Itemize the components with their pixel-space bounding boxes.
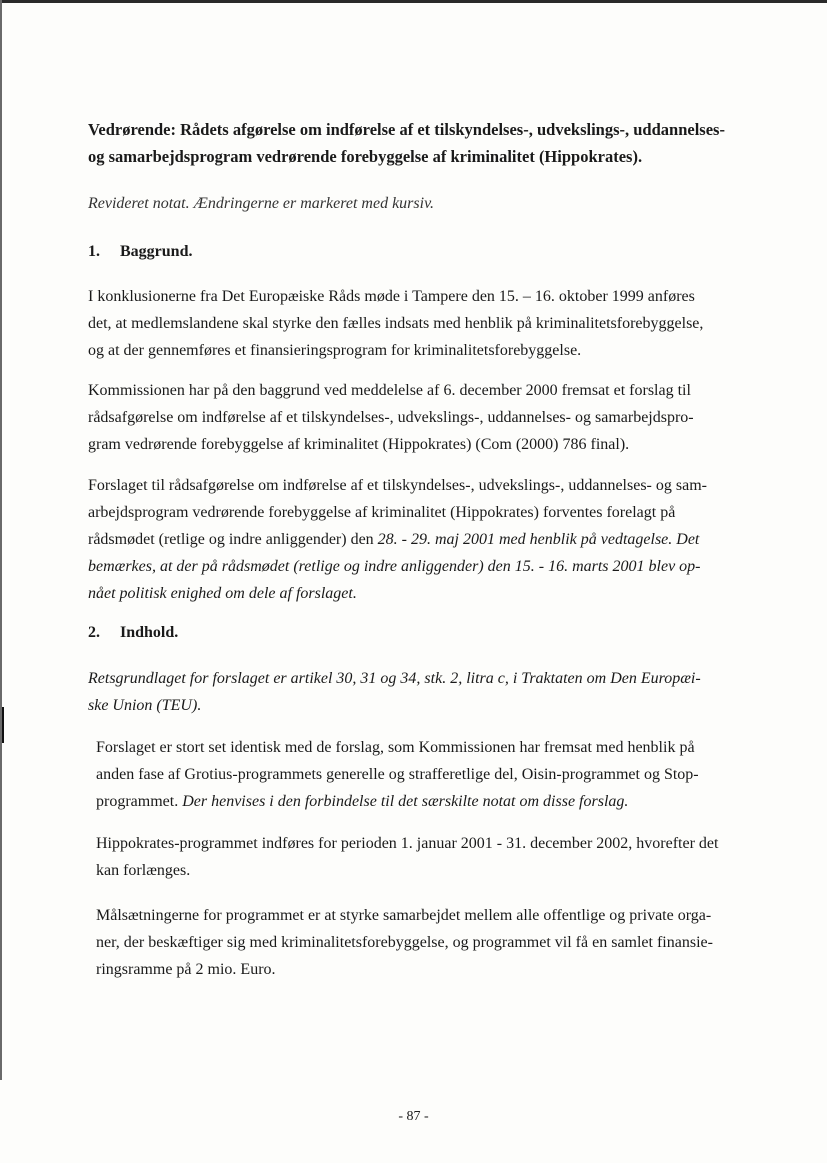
section-title: Baggrund. [120, 243, 193, 260]
paragraph-line: gram vedrørende forebyggelse af kriminalitet (Hippokrates) (Com (2000) 786 final). [88, 436, 630, 453]
section-number: 2. [88, 624, 100, 641]
paragraph-1 [88, 283, 753, 364]
section-heading-2 [88, 619, 753, 646]
normal-text: programmet. [96, 793, 183, 810]
document-title [88, 116, 753, 170]
paragraph-line: rådsafgørelse om indførelse af et tilskyndelses-, udvekslings-, uddannelses- og samarbejdspro- [88, 409, 694, 426]
revision-note: Revideret notat. Ændringerne er markeret med kursiv. [88, 195, 434, 212]
page-number: - 87 - [398, 1109, 429, 1124]
italic-line: ske Union (TEU). [88, 697, 202, 714]
paragraph-line: og at der gennemføres et finansieringsprogram for kriminalitetsforebyggelse. [88, 342, 582, 359]
paragraph-line: Forslaget er stort set identisk med de forslag, som Kommissionen har fremsat med henblik på [96, 739, 695, 756]
paragraph-line: Kommissionen har på den baggrund ved meddelelse af 6. december 2000 fremsat et forslag til [88, 382, 691, 399]
paragraph-6 [96, 830, 761, 884]
paragraph-line: Hippokrates-programmet indføres for perioden 1. januar 2001 - 31. december 2002, hvorefter det [96, 835, 719, 852]
paragraph-line: anden fase af Grotius-programmets generelle og strafferetlige del, Oisin-programmet og Stop- [96, 766, 699, 783]
paragraph-line: det, at medlemslandene skal styrke den fælles indsats med henblik på kriminalitetsforebyggelse, [88, 315, 704, 332]
paragraph-line: Målsætningerne for programmet er at styrke samarbejdet mellem alle offentlige og private orga- [96, 907, 712, 924]
paragraph-line: ner, der beskæftiger sig med kriminalitetsforebyggelse, og programmet vil få en samlet finansie- [96, 934, 713, 951]
italic-line: Retsgrundlaget for forslaget er artikel 30, 31 og 34, stk. 2, litra c, i Traktaten om Den Europæi- [88, 670, 701, 687]
paragraph-line: arbejdsprogram vedrørende forebyggelse af kriminalitet (Hippokrates) forventes forelagt på [88, 504, 676, 521]
paragraph-line: kan forlænges. [96, 862, 191, 879]
italic-text: Der henvises i den forbindelse til det særskilte notat om disse forslag. [182, 793, 629, 810]
title-line: og samarbejdsprogram vedrørende forebyggelse af kriminalitet (Hippokrates). [88, 147, 643, 166]
paragraph-line: ringsramme på 2 mio. Euro. [96, 961, 276, 978]
paragraph-5 [96, 734, 761, 815]
paragraph-line [96, 788, 761, 815]
margin-mark [2, 707, 4, 743]
paragraph-3 [88, 472, 753, 607]
left-border-line [0, 0, 2, 1080]
section-title: Indhold. [120, 624, 179, 641]
italic-text: 28. - 29. maj 2001 med henblik på vedtagelse. Det [377, 531, 700, 548]
italic-line: bemærkes, at der på rådsmødet (retlige og indre anliggender) den 15. - 16. marts 2001 blev op- [88, 558, 701, 575]
paragraph-line: I konklusionerne fra Det Europæiske Råds møde i Tampere den 15. – 16. oktober 1999 anføres [88, 288, 695, 305]
paragraph-7 [96, 902, 761, 983]
section-number: 1. [88, 243, 100, 260]
italic-line: nået politisk enighed om dele af forslaget. [88, 585, 357, 602]
top-border-line [0, 0, 827, 3]
section-heading-1 [88, 238, 753, 265]
paragraph-4 [88, 665, 753, 719]
paragraph-line: Forslaget til rådsafgørelse om indførelse af et tilskyndelses-, udvekslings-, uddannelses- og sam- [88, 477, 707, 494]
normal-text: rådsmødet (retlige og indre anliggender) den [88, 531, 378, 548]
paragraph-2 [88, 377, 753, 458]
paragraph-line [88, 526, 753, 553]
title-line: Vedrørende: Rådets afgørelse om indførelse af et tilskyndelses-, udvekslings-, uddannelses- [88, 120, 725, 139]
